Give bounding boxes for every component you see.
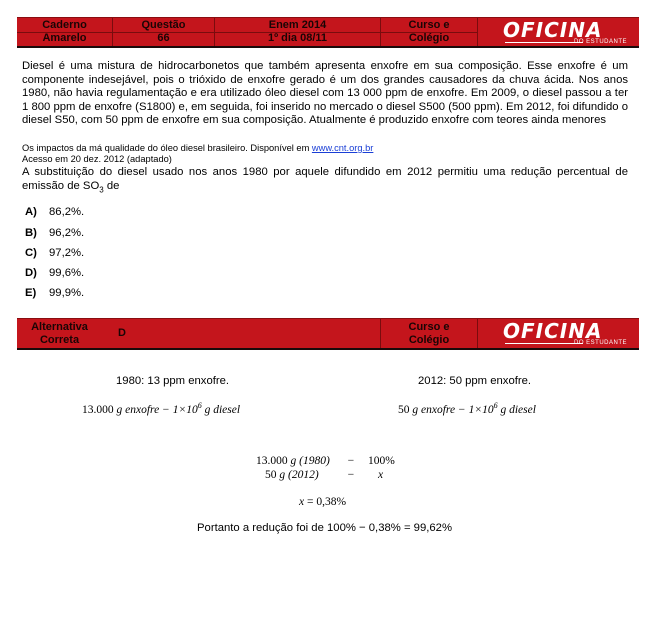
option-text: 86,2%.: [49, 206, 85, 218]
curso-label: Curso e: [408, 19, 450, 31]
ratio-number: 50: [398, 403, 410, 416]
rule-number: 13.000: [256, 455, 288, 467]
source-citation: [22, 143, 373, 154]
questao-label: Questão: [141, 19, 186, 31]
ratio-exponent: 6: [197, 401, 202, 410]
option-b[interactable]: [25, 227, 84, 239]
option-letter: D): [25, 267, 37, 279]
prompt-end: de: [103, 179, 120, 192]
exam-cell: [215, 19, 380, 45]
option-letter: B): [25, 227, 37, 239]
alternativa-label: Alternativa: [31, 321, 88, 333]
option-text: 99,6%.: [49, 267, 85, 279]
access-date: Acesso em 20 dez. 2012 (adaptado): [22, 154, 172, 164]
option-text: 97,2%.: [49, 247, 85, 259]
option-e[interactable]: [25, 287, 84, 299]
prompt-text: A substituição do diesel usado nos anos 1980 por aquele difundido em 2012 permitiu uma redução percentual de emissão de SO: [22, 166, 628, 192]
ratio-expr-end: g diesel: [201, 403, 241, 416]
prompt-subscript: 3: [99, 184, 104, 194]
rule-variable: x: [378, 469, 384, 481]
solution-2012-ratio: [398, 401, 536, 416]
oficina-logo: [503, 20, 631, 45]
ratio-expr: g enxofre − 1×10: [113, 403, 198, 416]
colegio-label: Colégio: [408, 334, 450, 346]
caderno-value: Amarelo: [42, 32, 87, 44]
oficina-logo: [503, 321, 631, 346]
rule-number: 50: [265, 469, 277, 481]
option-text: 96,2%.: [49, 227, 85, 239]
option-letter: A): [25, 206, 37, 218]
source-link[interactable]: www.cnt.org.br: [311, 143, 374, 153]
rule-value: 100%: [368, 455, 395, 467]
ratio-exponent: 6: [493, 401, 498, 410]
answer-divider: [477, 319, 478, 348]
rule-dash: −: [347, 469, 355, 481]
colegio-label: Colégio: [408, 32, 450, 44]
logo-underline: [505, 343, 583, 344]
alternativa-cell: [17, 321, 102, 347]
exam-date: 1º dia 08/11: [267, 32, 328, 44]
solution-2012-title: 2012: 50 ppm enxofre.: [418, 375, 532, 387]
result-value: = 0,38%: [304, 496, 347, 508]
ratio-number: 13.000: [82, 403, 114, 416]
rule-dash: −: [347, 455, 355, 467]
solution-1980-title: 1980: 13 ppm enxofre.: [116, 375, 230, 387]
rule-unit: g (2012): [276, 469, 319, 481]
source-text: Os impactos da má qualidade do óleo diesel brasileiro. Disponível em: [22, 143, 312, 153]
header-divider: [477, 18, 478, 46]
option-letter: E): [25, 287, 37, 299]
option-d[interactable]: [25, 267, 84, 279]
solution-1980-ratio: [82, 401, 240, 416]
rule-row-1: [256, 455, 330, 467]
caderno-label: Caderno: [42, 19, 87, 31]
result-variable: x: [299, 496, 305, 508]
exam-label: Enem 2014: [268, 19, 327, 31]
logo-subtitle: DO ESTUDANTE: [573, 340, 627, 346]
curso-cell: [381, 321, 477, 347]
conclusion-text: Portanto a redução foi de 100% − 0,38% = 99,62%: [197, 522, 452, 534]
rule-row-2: [265, 469, 319, 481]
logo-wordmark: OFICINA: [503, 319, 603, 343]
logo-wordmark: OFICINA: [503, 18, 603, 42]
curso-label: Curso e: [408, 321, 450, 333]
result-line: [299, 496, 346, 508]
option-c[interactable]: [25, 247, 84, 259]
rule-unit: g (1980): [287, 455, 330, 467]
logo-subtitle: DO ESTUDANTE: [573, 39, 627, 45]
header-bar: [17, 17, 639, 48]
curso-cell: [381, 19, 477, 45]
option-a[interactable]: [25, 206, 84, 218]
questao-cell: [113, 19, 214, 45]
question-prompt: [22, 166, 628, 196]
logo-underline: [505, 42, 583, 43]
ratio-expr-end: g diesel: [497, 403, 536, 416]
caderno-cell: [17, 19, 112, 45]
option-letter: C): [25, 247, 37, 259]
correct-answer: D: [118, 327, 126, 339]
ratio-expr: g enxofre − 1×10: [409, 403, 494, 416]
option-text: 99,9%.: [49, 287, 85, 299]
questao-value: 66: [157, 32, 170, 44]
correta-label: Correta: [39, 334, 80, 346]
answer-bar: [17, 318, 639, 350]
question-text: Diesel é uma mistura de hidrocarbonetos que também apresenta enxofre em sua composição. Esse enxofre é um componente indesejável, pois o trióxido de enxofre gerado é um dos grandes causadores da chuva ácida. Nos anos 1980, não havia regulamentação e era utilizado óleo diesel com 13 000 ppm de enxofre. Em 2009, o diesel passou a ter 1 800 ppm de enxofre (S1800) e, em seguida, foi inserido no mercado o diesel S500 (500 ppm). Em 2012, foi difundido o diesel S50, com 50 ppm de enxofre em sua composição. Atualmente é produzido enxofre com teores ainda menores: [22, 60, 628, 126]
